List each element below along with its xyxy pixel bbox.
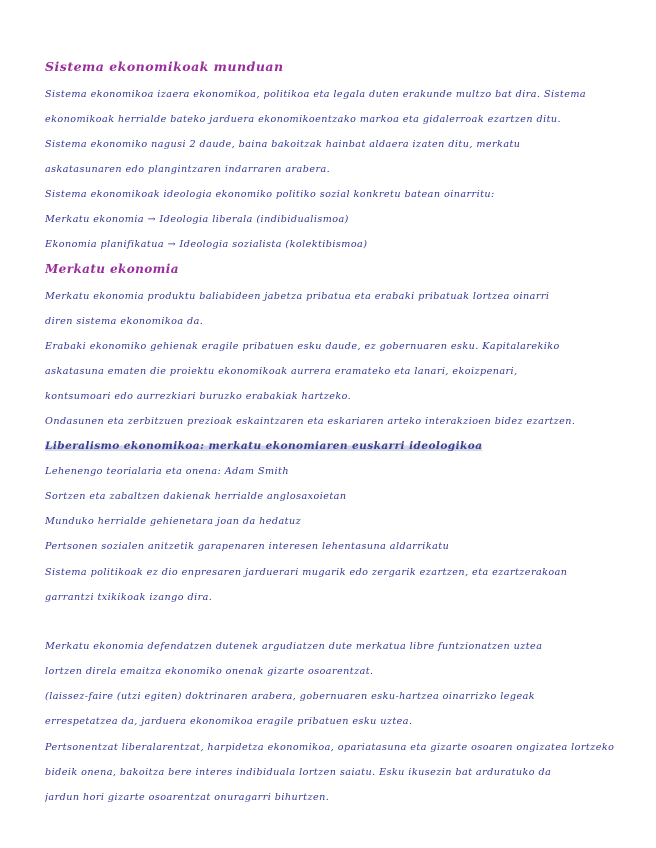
- text-line: askatasuna ematen die proiektu ekonomikoak aurrera eramateko eta lanari, ekoizpenari,: [45, 366, 518, 377]
- text-line: lortzen direla emaitza ekonomiko onenak gizarte osoarentzat.: [45, 666, 374, 677]
- text-line: Ekonomia planifikatua → Ideologia sozialista (kolektibismoa): [45, 239, 368, 250]
- text-line: Sistema ekonomikoa izaera ekonomikoa, politikoa eta legala duten erakunde multzo bat dira. Sistema: [45, 89, 587, 100]
- text-line: Pertsonen sozialen anitzetik garapenaren interesen lehentasuna aldarrikatu: [45, 541, 450, 552]
- text-line: Merkatu ekonomia produktu baliabideen jabetza pribatua eta erabaki pribatuak lortzea oinarri: [45, 291, 550, 302]
- page-title: Sistema ekonomikoak munduan: [45, 60, 284, 74]
- text-line: Lehenengo teorialaria eta onena: Adam Smith: [45, 466, 289, 477]
- text-line: kontsumoari edo aurrezkiari buruzko erabakiak hartzeko.: [45, 391, 352, 402]
- text-line: Ondasunen eta zerbitzuen prezioak eskaintzaren eta eskariaren arteko interakzioen bidez ezartzen.: [45, 416, 576, 427]
- highlighted-heading: [45, 439, 635, 454]
- text-line: Sortzen eta zabaltzen dakienak herrialde anglosaxoietan: [45, 491, 347, 502]
- text-line: Pertsonentzat liberalarentzat, harpidetza ekonomikoa, opariatasuna eta gizarte osoaren ongizatea lortzeko: [45, 742, 615, 753]
- text-line: Sistema ekonomiko nagusi 2 daude, baina bakoitzak hainbat aldaera izaten ditu, merkatu: [45, 139, 521, 150]
- text-line: Sistema ekonomikoak ideologia ekonomiko politiko sozial konkretu batean oinarritu:: [45, 189, 495, 200]
- text-line: Merkatu ekonomia defendatzen dutenek argudiatzen dute merkatua libre funtzionatzen uztea: [45, 641, 543, 652]
- text-line: ekonomikoak herrialde bateko jarduera ekonomikoentzako markoa eta gidalerroak ezartzen ditu.: [45, 114, 562, 125]
- text-line: askatasunaren edo plangintzaren indarraren arabera.: [45, 164, 331, 175]
- text-line: diren sistema ekonomikoa da.: [45, 316, 204, 327]
- text-line: errespetatzea da, jarduera ekonomikoa eragile pribatuen esku uztea.: [45, 716, 413, 727]
- text-line: bideik onena, bakoitza bere interes indibiduala lortzen saiatu. Esku ikusezin bat arduratuko da: [45, 767, 552, 778]
- text-line: Erabaki ekonomiko gehienak eragile pribatuen esku daude, ez gobernuaren esku. Kapitalarekiko: [45, 341, 560, 352]
- text-line: jardun hori gizarte osoarentzat onuragarri bihurtzen.: [45, 792, 330, 803]
- text-line: garrantzi txikikoak izango dira.: [45, 592, 213, 603]
- section-heading: Merkatu ekonomia: [45, 262, 179, 276]
- text-line: (laissez-faire (utzi egiten) doktrinaren arabera, gobernuaren esku-hartzea oinarrizko legeak: [45, 691, 536, 702]
- text-line: Munduko herrialde gehienetara joan da hedatuz: [45, 516, 302, 527]
- text-line: Sistema politikoak ez dio enpresaren jarduerari mugarik edo zergarik ezartzen, eta ezartzerakoan: [45, 567, 568, 578]
- highlight-text: Liberalismo ekonomikoa: merkatu ekonomiaren euskarri ideologikoa: [45, 440, 483, 452]
- text-line: Merkatu ekonomia → Ideologia liberala (indibidualismoa): [45, 214, 349, 225]
